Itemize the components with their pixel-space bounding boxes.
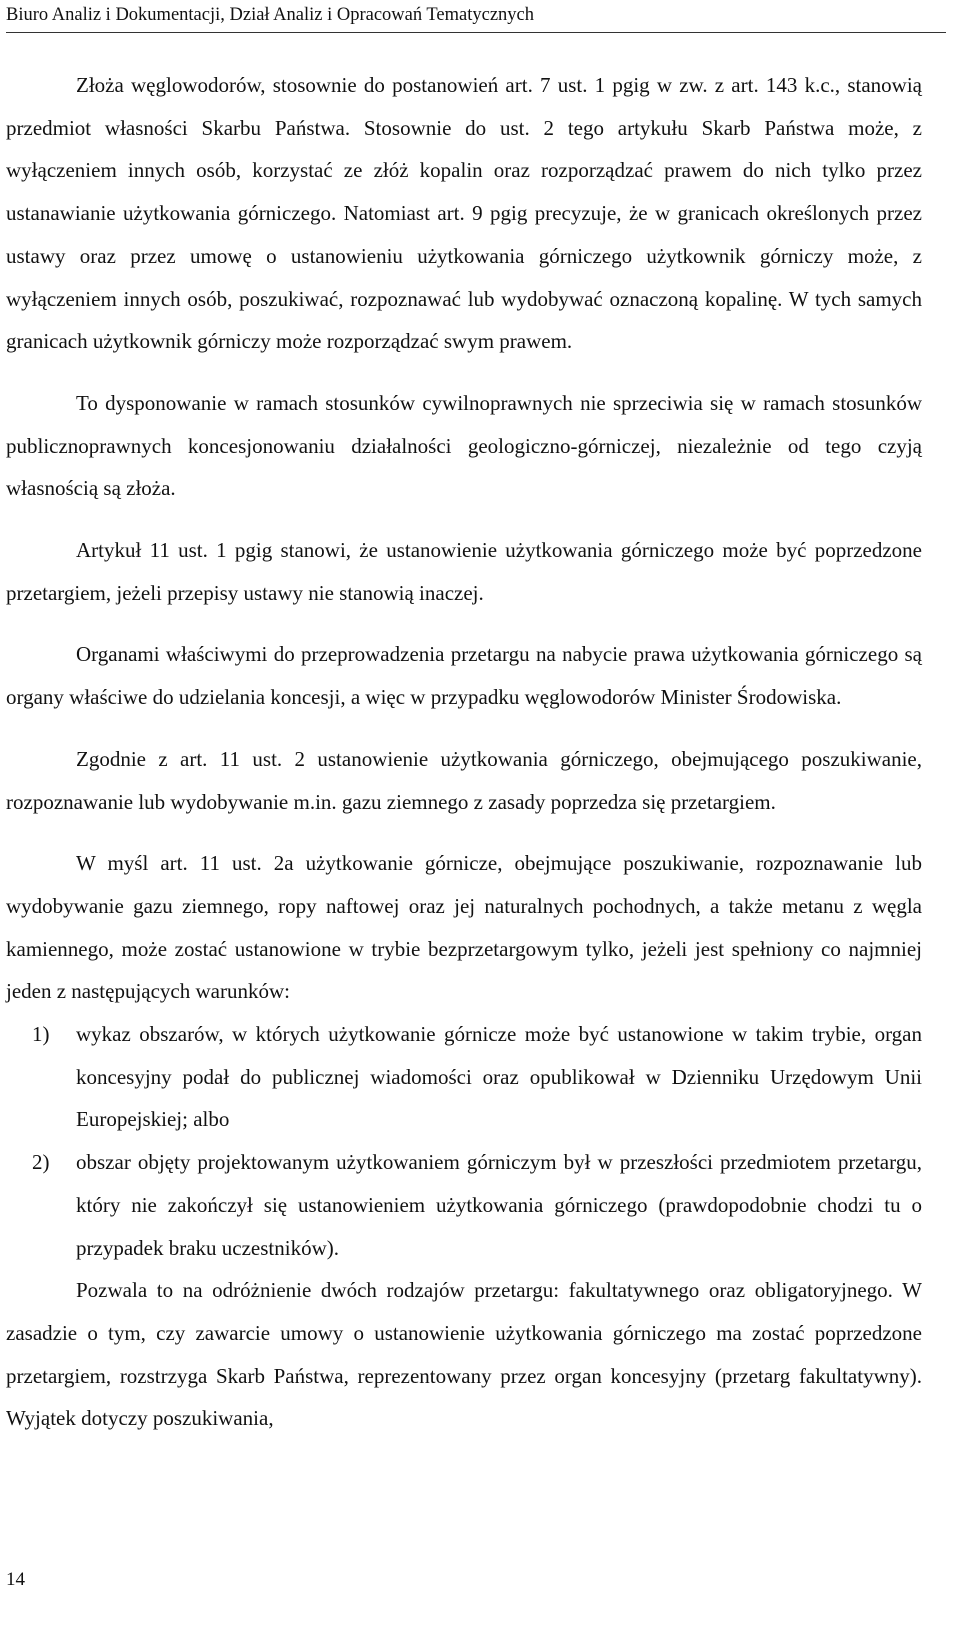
paragraph: Złoża węglowodorów, stosownie do postanowień art. 7 ust. 1 pgig w zw. z art. 143 k.c., stanowią przedmiot własności Skarbu Państwa. Stosownie do ust. 2 tego artykułu Skarb Państwa może, z wyłączeniem innych osób, korzystać ze złóż kopalin oraz rozporządzać prawem do nich tylko przez ustanawianie użytkowania górniczego. Natomiast art. 9 pgig precyzuje, że w granicach określonych przez ustawy oraz przez umowę o ustanowieniu użytkowania górniczego użytkownik górniczy może, z wyłączeniem innych osób, poszukiwać, rozpoznawać lub wydobywać oznaczoną kopalinę. W tych samych granicach użytkownik górniczy może rozporządzać swym prawem. xyxy=(6,73,922,354)
page-number: 14 xyxy=(6,1569,25,1590)
paragraph: Zgodnie z art. 11 ust. 2 ustanowienie użytkowania górniczego, obejmującego poszukiwanie, rozpoznawanie lub wydobywanie m.in. gazu ziemnego z zasady poprzedza się przetargiem. xyxy=(6,746,922,814)
document-body xyxy=(6,64,922,1440)
conditions-list xyxy=(6,1013,922,1269)
running-header: Biuro Analiz i Dokumentacji, Dział Analiz i Opracowań Tematycznych xyxy=(6,2,946,33)
list-item-number: 1) xyxy=(32,1022,50,1047)
paragraph: To dysponowanie w ramach stosunków cywilnoprawnych nie sprzeciwia się w ramach stosunków publicznoprawnych koncesjonowaniu działalności geologiczno-górniczej, niezależnie od tego czyją własnością są złoża. xyxy=(6,390,922,501)
paragraph: Artykuł 11 ust. 1 pgig stanowi, że ustanowienie użytkowania górniczego może być poprzedzone przetargiem, jeżeli przepisy ustawy nie stanowią inaczej. xyxy=(6,538,922,605)
list-item-text: wykaz obszarów, w których użytkowanie górnicze może być ustanowione w takim trybie, organ koncesyjny podał do publicznej wiadomości oraz opublikował w Dzienniku Urzędowym Unii Europejskiej; albo xyxy=(76,1022,922,1132)
list-item-text: obszar objęty projektowanym użytkowaniem górniczym był w przeszłości przedmiotem przetargu, który nie zakończył się ustanowieniem użytkowania górniczego (prawdopodobnie chodzi tu o przypadek braku uczestników). xyxy=(76,1150,922,1260)
list-item-number: 2) xyxy=(32,1150,50,1175)
paragraph: W myśl art. 11 ust. 2a użytkowanie górnicze, obejmujące poszukiwanie, rozpoznawanie lub wydobywanie gazu ziemnego, ropy naftowej oraz jej naturalnych pochodnych, a także metanu z węgla kamiennego, może zostać ustanowione w trybie bezprzetargowym tylko, jeżeli jest spełniony co najmniej jeden z następujących warunków: xyxy=(6,851,922,1004)
paragraph: Pozwala to na odróżnienie dwóch rodzajów przetargu: fakultatywnego oraz obligatoryjnego. W zasadzie o tym, czy zawarcie umowy o ustanowienie użytkowania górniczego ma zostać poprzedzone przetargiem, rozstrzyga Skarb Państwa, reprezentowany przez organ koncesyjny (przetarg fakultatywny). Wyjątek dotyczy poszukiwania, xyxy=(6,1278,922,1431)
list-item xyxy=(6,1013,922,1141)
list-item xyxy=(6,1141,922,1269)
paragraph: Organami właściwymi do przeprowadzenia przetargu na nabycie prawa użytkowania górniczego są organy właściwe do udzielania koncesji, a więc w przypadku węglowodorów Minister Środowiska. xyxy=(6,642,922,710)
